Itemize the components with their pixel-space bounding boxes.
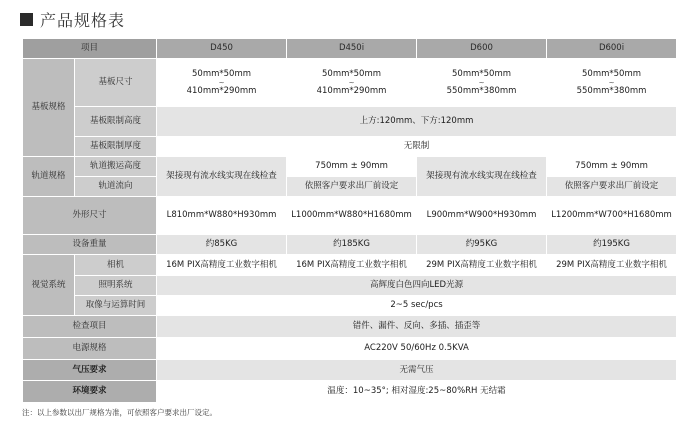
group-vision: 视觉系统 (23, 255, 75, 316)
row-label-height-limit: 基板限制高度 (75, 107, 157, 137)
rail-flow-d600i: 依照客户要求出厂前设定 (547, 177, 677, 197)
header-model-d450: D450 (157, 39, 287, 59)
table-row-air (23, 360, 677, 381)
table-row-height-limit (23, 107, 677, 137)
camera-d450: 16M PIX高精度工业数字相机 (157, 255, 287, 276)
row-label-air: 气压要求 (23, 360, 157, 381)
weight-d450i: 约185KG (287, 235, 417, 255)
weight-d600i: 约195KG (547, 235, 677, 255)
row-label-dimensions: 外形尺寸 (23, 197, 157, 235)
table-row-rail-flow (23, 177, 677, 197)
row-label-thickness-limit: 基板限制厚度 (75, 137, 157, 157)
group-rail: 轨道规格 (23, 157, 75, 197)
board-size-max: 550mm*380mm (576, 85, 647, 96)
row-label-environment: 环境要求 (23, 381, 157, 403)
header-model-d600: D600 (417, 39, 547, 59)
dimensions-d450: L810mm*W880*H930mm (157, 197, 287, 235)
row-label-inspection: 检查项目 (23, 316, 157, 338)
table-row-environment (23, 381, 677, 403)
row-label-rail-flow: 轨道流向 (75, 177, 157, 197)
table-row-lighting (23, 276, 677, 296)
camera-d450i: 16M PIX高精度工业数字相机 (287, 255, 417, 276)
spec-table (22, 38, 677, 403)
board-size-min: 50mm*50mm (192, 68, 252, 79)
air-value: 无需气压 (157, 360, 677, 381)
table-row-power (23, 338, 677, 360)
board-size-max: 550mm*380mm (446, 85, 517, 96)
lighting-value: 高辉度白色四向LED光源 (157, 276, 677, 296)
camera-d600i: 29M PIX高精度工业数字相机 (547, 255, 677, 276)
board-size-d600 (417, 59, 547, 107)
row-label-power: 电源规格 (23, 338, 157, 360)
row-label-capture-time: 取像与运算时间 (75, 296, 157, 316)
board-size-tilde: ~ (218, 78, 225, 87)
board-size-min: 50mm*50mm (452, 68, 512, 79)
table-row-dimensions (23, 197, 677, 235)
environment-value: 温度：10~35°; 相对湿度:25~80%RH 无结霜 (157, 381, 677, 403)
board-size-min: 50mm*50mm (582, 68, 642, 79)
board-size-d600i (547, 59, 677, 107)
board-size-tilde: ~ (478, 78, 485, 87)
height-limit-value: 上方:120mm、下方:120mm (157, 107, 677, 137)
table-row-camera (23, 255, 677, 276)
table-row-rail-height (23, 157, 677, 177)
table-row-thickness-limit (23, 137, 677, 157)
rail-inline-d600: 架接现有流水线实现在线检查 (417, 157, 547, 197)
rail-height-d600i: 750mm ± 90mm (547, 157, 677, 177)
group-substrate: 基板规格 (23, 59, 75, 157)
header-model-d600i: D600i (547, 39, 677, 59)
board-size-min: 50mm*50mm (322, 68, 382, 79)
row-label-lighting: 照明系统 (75, 276, 157, 296)
rail-inline-d450: 架接现有流水线实现在线检查 (157, 157, 287, 197)
dimensions-d450i: L1000mm*W880*H1680mm (287, 197, 417, 235)
page-title (20, 8, 125, 31)
board-size-tilde: ~ (348, 78, 355, 87)
camera-d600: 29M PIX高精度工业数字相机 (417, 255, 547, 276)
inspection-value: 错件、漏件、反向、多插、插歪等 (157, 316, 677, 338)
board-size-tilde: ~ (608, 78, 615, 87)
table-row-inspection (23, 316, 677, 338)
title-square-icon (20, 13, 33, 26)
title-text: 产品规格表 (40, 11, 126, 30)
capture-time-value: 2~5 sec/pcs (157, 296, 677, 316)
weight-d450: 约85KG (157, 235, 287, 255)
header-item: 项目 (23, 39, 157, 59)
table-row-board-size (23, 59, 677, 107)
weight-d600: 约95KG (417, 235, 547, 255)
row-label-camera: 相机 (75, 255, 157, 276)
row-label-weight: 设备重量 (23, 235, 157, 255)
rail-flow-d450i: 依照客户要求出厂前设定 (287, 177, 417, 197)
table-header-row (23, 39, 677, 59)
board-size-d450 (157, 59, 287, 107)
row-label-board-size: 基板尺寸 (75, 59, 157, 107)
table-row-weight (23, 235, 677, 255)
table-row-capture-time (23, 296, 677, 316)
board-size-max: 410mm*290mm (316, 85, 387, 96)
rail-height-d450i: 750mm ± 90mm (287, 157, 417, 177)
board-size-d450i (287, 59, 417, 107)
footnote: 注：以上参数以出厂规格为准，可依照客户要求出厂设定。 (22, 408, 217, 417)
thickness-limit-value: 无限制 (157, 137, 677, 157)
dimensions-d600: L900mm*W900*H930mm (417, 197, 547, 235)
power-value: AC220V 50/60Hz 0.5KVA (157, 338, 677, 360)
header-model-d450i: D450i (287, 39, 417, 59)
dimensions-d600i: L1200mm*W700*H1680mm (547, 197, 677, 235)
board-size-max: 410mm*290mm (186, 85, 257, 96)
row-label-rail-height: 轨道搬运高度 (75, 157, 157, 177)
